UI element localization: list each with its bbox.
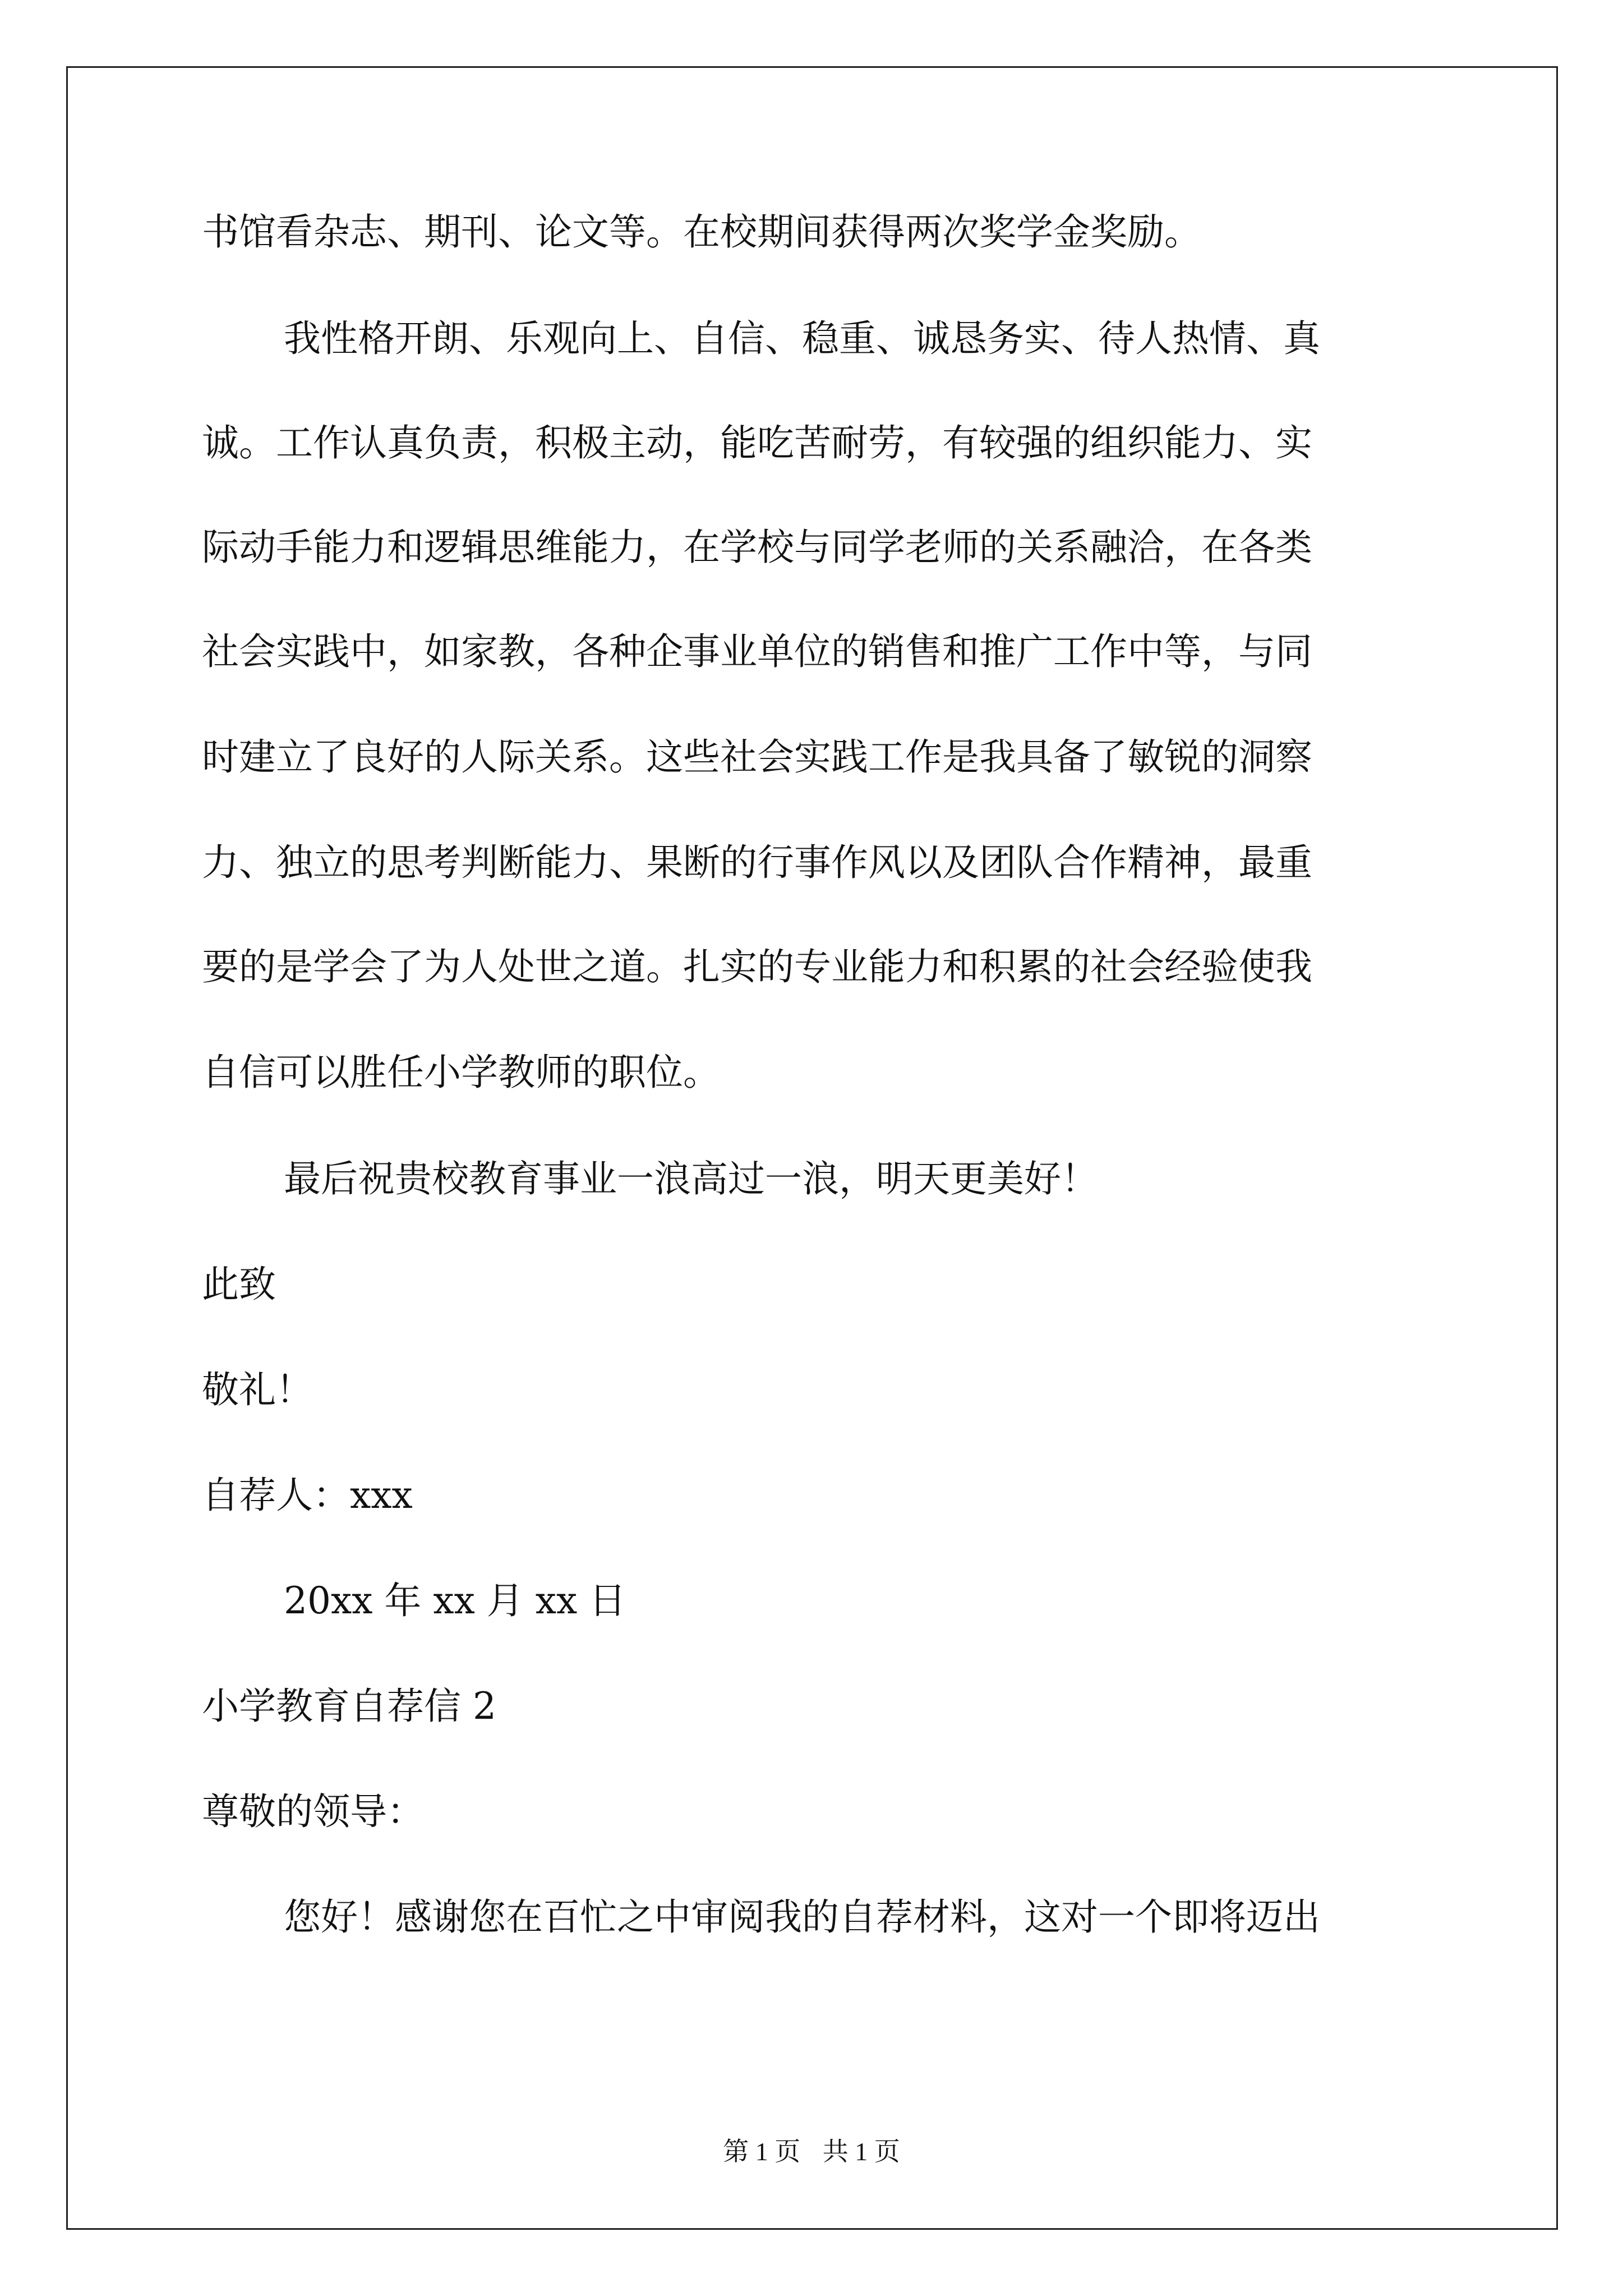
text-line: 书馆看杂志、期刊、论文等。在校期间获得两次奖学金奖励。: [202, 210, 1201, 254]
closing-line: 敬礼！: [202, 1368, 313, 1411]
text-line: 时建立了良好的人际关系。这些社会实践工作是我具备了敏锐的洞察: [202, 735, 1312, 779]
page-number: 第 1 页: [723, 2137, 801, 2166]
text-line: 自信可以胜任小学教师的职位。: [202, 1051, 720, 1094]
page-total: 共 1 页: [822, 2137, 900, 2166]
text-line: 力、独立的思考判断能力、果断的行事作风以及团队合作精神，最重: [202, 841, 1312, 884]
greeting-line: 尊敬的领导：: [202, 1790, 424, 1833]
page-footer: [0, 2136, 1623, 2168]
text-line: 要的是学会了为人处世之道。扎实的专业能力和积累的社会经验使我: [202, 945, 1312, 988]
text-line: 际动手能力和逻辑思维能力，在学校与同学老师的关系融洽，在各类: [202, 526, 1312, 569]
text-line: 诚。工作认真负责，积极主动，能吃苦耐劳，有较强的组织能力、实: [202, 421, 1312, 464]
text-line: 社会实践中，如家教，各种企事业单位的销售和推广工作中等，与同: [202, 630, 1312, 673]
date-line: 20xx 年 xx 月 xx 日: [284, 1579, 626, 1622]
paragraph-first-line: 最后祝贵校教育事业一浪高过一浪，明天更美好！: [284, 1157, 1098, 1200]
paragraph-first-line: 我性格开朗、乐观向上、自信、稳重、诚恳务实、待人热情、真: [284, 317, 1320, 360]
signature-line: 自荐人：xxx: [202, 1474, 413, 1517]
paragraph-first-line: 您好！感谢您在百忙之中审阅我的自荐材料，这对一个即将迈出: [284, 1895, 1320, 1939]
salutation-line: 此致: [202, 1263, 276, 1306]
section-title: 小学教育自荐信 2: [202, 1685, 496, 1728]
